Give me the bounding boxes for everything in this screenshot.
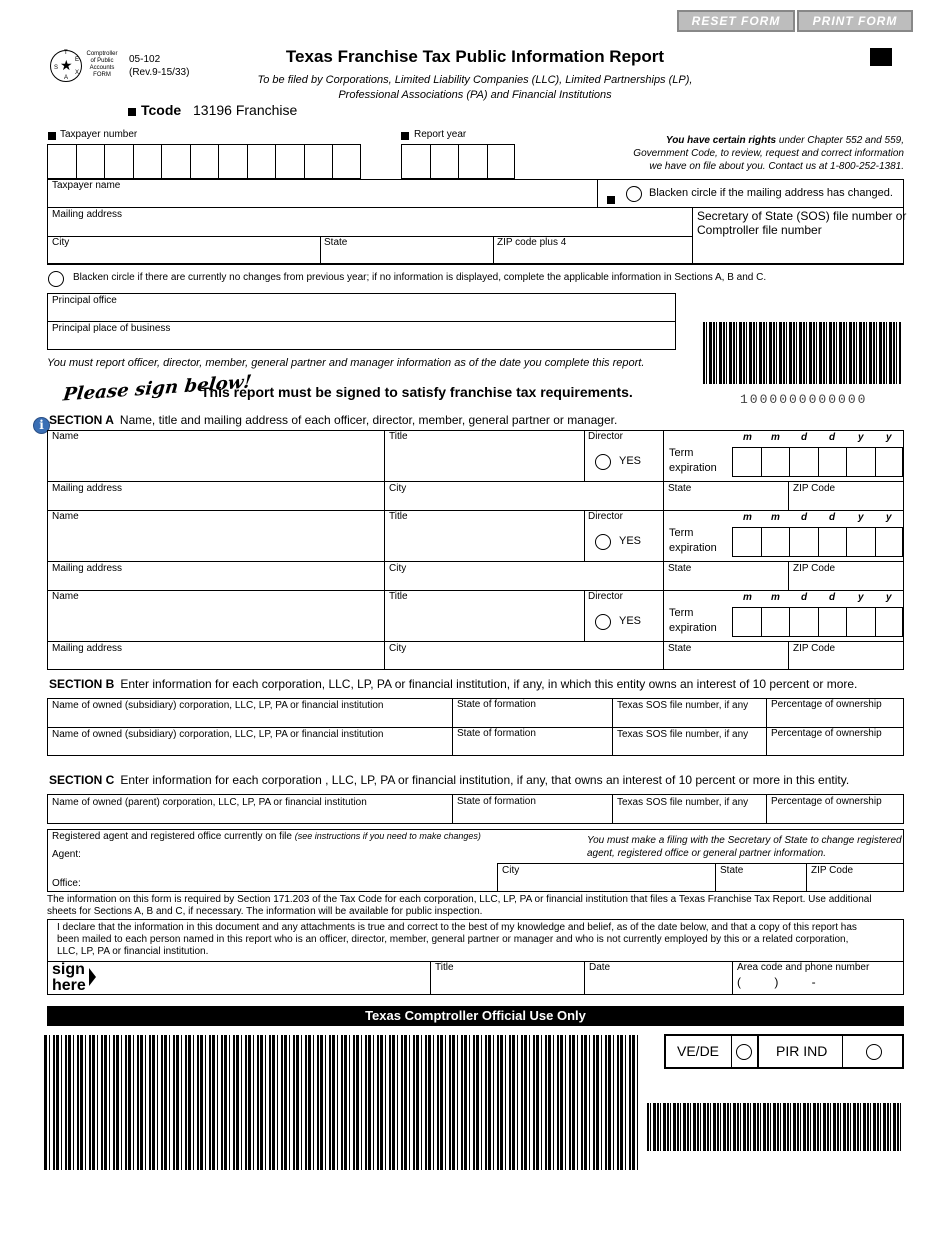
date-format-letter: d xyxy=(801,512,808,523)
officer-mailing-label: Mailing address xyxy=(52,563,123,574)
subtitle-line-1: To be filed by Corporations, Limited Liability Companies (LLC), Limited Partnerships (LP), xyxy=(257,74,693,86)
square-bullet-icon xyxy=(607,196,615,204)
owned-parent-name-label: Name of owned (parent) corporation, LLC, LP, PA or financial institution xyxy=(52,797,367,808)
percentage-label: Percentage of ownership xyxy=(771,699,882,710)
sos-filing-note: You must make a filing with the Secretary of State to change registered agent, registered office or general partner information. xyxy=(587,835,902,859)
corner-marker xyxy=(870,48,892,66)
term-expiration-input[interactable] xyxy=(732,527,903,557)
office-label: Office: xyxy=(52,878,81,889)
no-changes-label: Blacken circle if there are currently no changes from previous year; if no information is displayed, complete the applicable information in Sections A, B and C. xyxy=(73,272,767,283)
report-year-input[interactable] xyxy=(401,144,515,179)
agent-city-label: City xyxy=(502,865,520,876)
please-sign-banner: Please sign below! xyxy=(61,371,253,406)
officer-title-label: Title xyxy=(389,591,408,602)
owned-subsidiary-name-label: Name of owned (subsidiary) corporation, LLC, LP, PA or financial institution xyxy=(52,700,384,711)
officer-state-label: State xyxy=(668,483,692,494)
officer-city-label: City xyxy=(389,483,407,494)
director-yes-radio[interactable] xyxy=(595,614,611,630)
term-expiration-label: Term expiration xyxy=(669,447,717,474)
date-format-letter: m xyxy=(743,592,752,603)
director-yes-label: YES xyxy=(619,455,642,467)
pir-ind-radio[interactable] xyxy=(866,1044,882,1060)
seal-letter: S xyxy=(54,65,59,71)
information-notice: The information on this form is required by Section 171.203 of the Tax Code for each corporation, LLC, LP, PA or financial institution that files a Texas Franchise Tax Report. Use additional sheets for Sections A, B and C, if necessary. The information will be available for public inspection. xyxy=(47,894,872,917)
square-bullet-icon xyxy=(401,132,409,140)
date-format-letter: d xyxy=(829,512,836,523)
term-expiration-input[interactable] xyxy=(732,607,903,637)
date-format-letter: y xyxy=(858,512,864,523)
tcode-value: 13196 Franchise xyxy=(193,102,298,118)
phone-format: ( ) - xyxy=(737,975,816,989)
sos-file-label: Texas SOS file number, if any xyxy=(617,797,749,808)
date-format-letter: y xyxy=(858,432,864,443)
agent-state-label: State xyxy=(720,865,744,876)
officer-title-label: Title xyxy=(389,431,408,442)
date-format-letter: m xyxy=(771,512,780,523)
officer-mailing-label: Mailing address xyxy=(52,643,123,654)
date-format-letter: y xyxy=(858,592,864,603)
title-label: Title xyxy=(435,962,454,973)
officer-city-label: City xyxy=(389,563,407,574)
report-year-label: Report year xyxy=(414,129,467,140)
officer-title-label: Title xyxy=(389,511,408,522)
date-format-letter: d xyxy=(801,432,808,443)
seal-letter: A xyxy=(64,75,69,81)
subtitle-line-2: Professional Associations (PA) and Financial Institutions xyxy=(338,89,612,101)
section-b-heading: SECTION B Enter information for each corporation, LLC, LP, PA or financial institution, if any, in which this entity owns an interest of 10 percent or more. xyxy=(49,677,858,691)
date-format-letter: y xyxy=(886,592,892,603)
state-of-formation-label: State of formation xyxy=(457,728,536,739)
date-format-letter: y xyxy=(886,512,892,523)
seal-letter: E xyxy=(75,57,80,63)
term-expiration-label: Term expiration xyxy=(669,527,717,554)
section-c-heading: SECTION C Enter information for each corporation , LLC, LP, PA or financial institution, if any, that owns an interest of 10 percent or more in this entity. xyxy=(49,773,850,787)
mailing-changed-label: Blacken circle if the mailing address has changed. xyxy=(649,187,893,199)
print-form-button[interactable]: PRINT FORM xyxy=(797,10,913,32)
director-yes-label: YES xyxy=(619,615,642,627)
date-label: Date xyxy=(589,962,611,973)
state-of-formation-label: State of formation xyxy=(457,796,536,807)
director-label: Director xyxy=(588,431,624,442)
date-format-letter: m xyxy=(743,512,752,523)
seal-letter: X xyxy=(75,70,80,76)
signature-field[interactable] xyxy=(47,961,430,995)
zip-plus-4-label: ZIP code plus 4 xyxy=(497,237,567,248)
taxpayer-number-input[interactable] xyxy=(47,144,361,179)
section-a-heading: SECTION A Name, title and mailing address of each officer, director, member, general partner or manager. xyxy=(49,413,618,427)
no-changes-radio[interactable] xyxy=(48,271,64,287)
officer-name-label: Name xyxy=(52,511,79,522)
texas-seal-icon: ★ T E X A S xyxy=(50,50,82,82)
square-bullet-icon xyxy=(48,132,56,140)
page-title: Texas Franchise Tax Public Information Report xyxy=(285,47,665,66)
date-format-letter: d xyxy=(801,592,808,603)
vede-label: VE/DE xyxy=(677,1043,720,1059)
date-format-letter: m xyxy=(743,432,752,443)
date-format-letter: d xyxy=(829,432,836,443)
date-format-letter: m xyxy=(771,432,780,443)
officer-city-label: City xyxy=(389,643,407,654)
date-format-letter: m xyxy=(771,592,780,603)
agent-zip-label: ZIP Code xyxy=(811,865,854,876)
date-format-letter: y xyxy=(886,432,892,443)
director-yes-radio[interactable] xyxy=(595,534,611,550)
officer-zip-label: ZIP Code xyxy=(793,483,836,494)
taxpayer-number-label: Taxpayer number xyxy=(60,129,138,140)
must-report-note: You must report officer, director, member, general partner and manager information as of the date you complete this report. xyxy=(47,357,645,369)
director-yes-label: YES xyxy=(619,535,642,547)
officer-name-label: Name xyxy=(52,431,79,442)
taxpayer-name-label: Taxpayer name xyxy=(52,180,121,191)
director-yes-radio[interactable] xyxy=(595,454,611,470)
officer-mailing-label: Mailing address xyxy=(52,483,123,494)
officer-state-label: State xyxy=(668,643,692,654)
officer-state-label: State xyxy=(668,563,692,574)
registered-agent-label: Registered agent and registered office currently on file (see instructions if you need to make changes) xyxy=(52,831,481,842)
vede-radio[interactable] xyxy=(736,1044,752,1060)
principal-office-label: Principal office xyxy=(52,295,117,306)
mailing-address-label: Mailing address xyxy=(52,209,123,220)
term-expiration-label: Term expiration xyxy=(669,607,717,634)
declaration-text: I declare that the information in this document and any attachments is true and correct to the best of my knowledge and belief, as of the date below, and that a copy of this report has been mailed to each person named in this report who is an officer, director, member, general partner or manager and who is not currently employed by this or a related corporation, LLC, LP, PA or financial institution. xyxy=(57,922,857,957)
square-bullet-icon xyxy=(128,108,136,116)
seal-letter: T xyxy=(64,50,68,56)
officer-zip-label: ZIP Code xyxy=(793,563,836,574)
term-expiration-input[interactable] xyxy=(732,447,903,477)
form-revision: (Rev.9-15/33) xyxy=(129,67,190,78)
form-number: 05-102 xyxy=(129,54,161,65)
2d-barcode-image xyxy=(44,1035,641,1170)
sign-here-marker: sign here xyxy=(52,961,86,994)
sos-file-number-label: Secretary of State (SOS) file number or Comptroller file number xyxy=(697,209,907,237)
officer-name-label: Name xyxy=(52,591,79,602)
percentage-label: Percentage of ownership xyxy=(771,728,882,739)
city-label: City xyxy=(52,237,70,248)
agency-name: Comptroller of Public Accounts FORM xyxy=(86,51,118,78)
mailing-changed-radio[interactable] xyxy=(626,186,642,202)
percentage-label: Percentage of ownership xyxy=(771,796,882,807)
officer-zip-label: ZIP Code xyxy=(793,643,836,654)
must-sign-note: This report must be signed to satisfy franchise tax requirements. xyxy=(201,384,633,400)
reset-form-button[interactable]: RESET FORM xyxy=(677,10,795,32)
official-use-banner: Texas Comptroller Official Use Only xyxy=(47,1006,904,1026)
tcode-label: Tcode xyxy=(141,102,182,118)
barcode-image xyxy=(703,322,901,384)
principal-place-label: Principal place of business xyxy=(52,323,171,334)
barcode-number: 1000000000000 xyxy=(740,392,868,407)
sos-file-label: Texas SOS file number, if any xyxy=(617,729,749,740)
pir-ind-label: PIR IND xyxy=(776,1043,828,1059)
date-format-letter: d xyxy=(829,592,836,603)
rights-notice: You have certain rights under Chapter 552 and 559, Government Code, to review, request and correct information we have on file about you. Contact us at 1-800-252-1381. xyxy=(633,135,904,172)
director-label: Director xyxy=(588,511,624,522)
owned-subsidiary-name-label: Name of owned (subsidiary) corporation, LLC, LP, PA or financial institution xyxy=(52,729,384,740)
agent-label: Agent: xyxy=(52,849,81,860)
phone-label: Area code and phone number xyxy=(737,962,870,973)
sos-file-label: Texas SOS file number, if any xyxy=(617,700,749,711)
state-label: State xyxy=(324,237,348,248)
director-label: Director xyxy=(588,591,624,602)
info-icon[interactable]: i xyxy=(33,417,50,434)
state-of-formation-label: State of formation xyxy=(457,699,536,710)
barcode-image xyxy=(647,1103,903,1151)
